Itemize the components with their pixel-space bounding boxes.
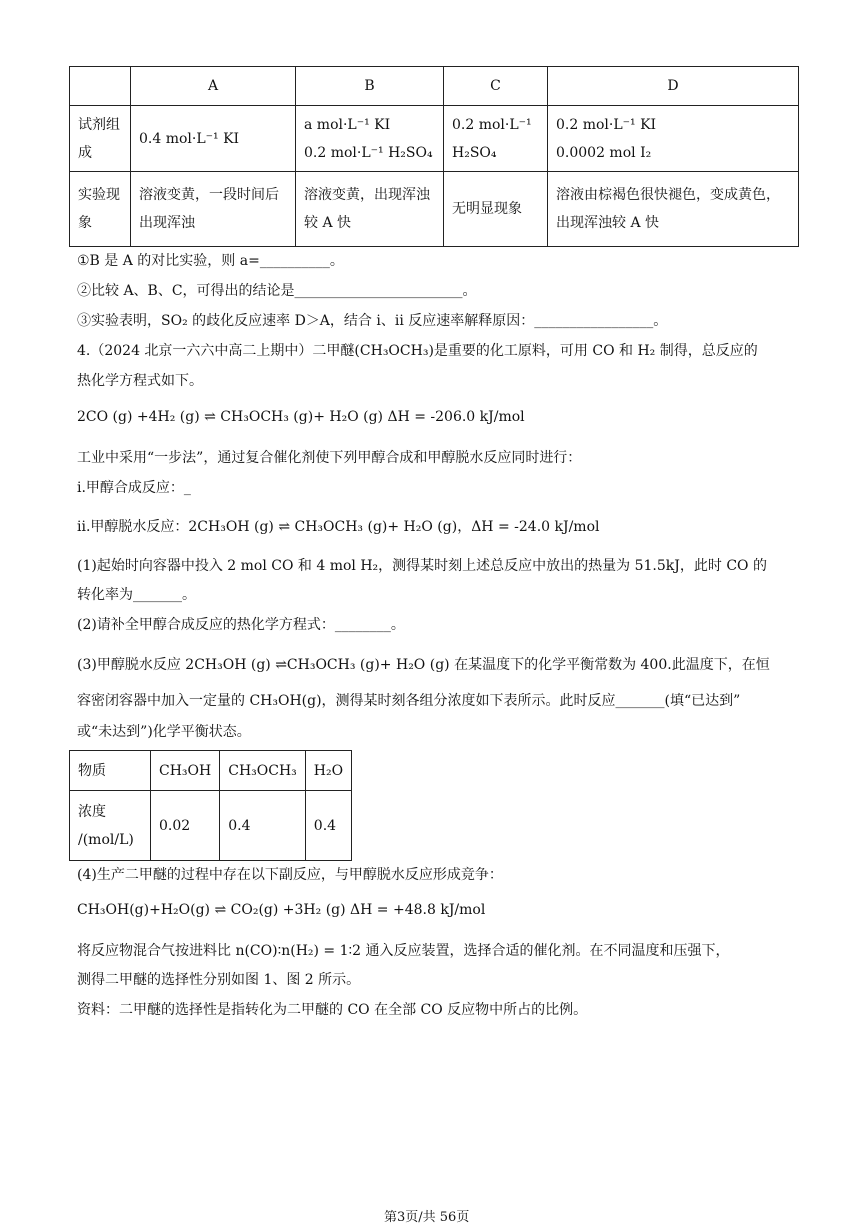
t2-value-ch3oh: 0.02 — [151, 791, 220, 861]
cell-d-reagent — [548, 106, 799, 172]
question-2: ②比较 A、B、C，可得出的结论是________________________。 — [77, 283, 477, 299]
cell-b-reagent-2: 0.2 mol·L⁻¹ H₂SO₄ — [304, 144, 433, 161]
experiment-table — [69, 66, 799, 247]
cell-c-reagent-2: H₂SO₄ — [452, 144, 497, 161]
t2-row-label-1: 浓度 — [78, 803, 106, 820]
subquestion-2: (2)请补全甲醇合成反应的热化学方程式：________。 — [77, 617, 405, 633]
t2-header-ch3och3: CH₃OCH₃ — [220, 751, 306, 791]
feed-ratio-line-1: 将反应物混合气按进料比 n(CO)∶n(H₂) = 1∶2 通入反应装置，选择合适的催化剂。在不同温度和压强下， — [77, 943, 730, 959]
t2-header-substance: 物质 — [70, 751, 151, 791]
cell-b-reagent — [296, 106, 444, 172]
subquestion-4: (4)生产二甲醚的过程中存在以下副反应，与甲醇脱水反应形成竞争： — [77, 867, 503, 883]
page-footer: 第3页/共 56页 — [384, 1210, 470, 1225]
reaction-ii: ii.甲醇脱水反应：2CH₃OH (g) ⇌ CH₃OCH₃ (g)+ H₂O (g)，ΔH = -24.0 kJ/mol — [77, 519, 600, 535]
cell-a-reagent: 0.4 mol·L⁻¹ KI — [131, 106, 296, 172]
concentration-table — [69, 750, 352, 861]
cell-d-reagent-2: 0.0002 mol I₂ — [556, 144, 652, 161]
question-1: ①B 是 A 的对比实验，则 a=__________。 — [77, 253, 344, 269]
subquestion-3-line-2: 容密闭容器中加入一定量的 CH₃OH(g)，测得某时刻各组分浓度如下表所示。此时反应_______(填“已达到” — [77, 693, 741, 709]
t2-header-ch3oh: CH₃OH — [151, 751, 220, 791]
cell-b-phenomenon: 溶液变黄，出现浑浊较 A 快 — [296, 172, 444, 247]
feed-ratio-line-2: 测得二甲醚的选择性分别如图 1、图 2 所示。 — [77, 972, 361, 988]
subquestion-3-line-3: 或“未达到”)化学平衡状态。 — [77, 724, 251, 740]
equation-1: 2CO (g) +4H₂ (g) ⇌ CH₃OCH₃ (g)+ H₂O (g) ΔH = -206.0 kJ/mol — [77, 409, 525, 425]
cell-d-phenomenon: 溶液由棕褐色很快褪色，变成黄色，出现浑浊较 A 快 — [548, 172, 799, 247]
reaction-i: i.甲醇合成反应：_ — [77, 480, 191, 496]
t2-row-label — [70, 791, 151, 861]
problem-4-line-1: 4.（2024 北京一六六中高二上期中）二甲醚(CH₃OCH₃)是重要的化工原料，可用 CO 和 H₂ 制得，总反应的 — [77, 343, 758, 359]
cell-b-reagent-1: a mol·L⁻¹ KI — [304, 116, 391, 133]
header-blank — [70, 67, 131, 106]
row-label-phenomena: 实验现象 — [70, 172, 131, 247]
problem-4-line-2: 热化学方程式如下。 — [77, 373, 203, 389]
reference-note: 资料：二甲醚的选择性是指转化为二甲醚的 CO 在全部 CO 反应物中所占的比例。 — [77, 1002, 588, 1018]
subquestion-1-line-2: 转化率为_______。 — [77, 587, 196, 603]
t2-value-ch3och3: 0.4 — [220, 791, 306, 861]
industry-intro: 工业中采用“一步法”，通过复合催化剂使下列甲醇合成和甲醇脱水反应同时进行： — [77, 450, 582, 466]
cell-c-reagent — [444, 106, 548, 172]
question-3: ③实验表明，SO₂ 的歧化反应速率 D＞A，结合 i、ii 反应速率解释原因：_________________。 — [77, 313, 668, 329]
equation-2: CH₃OH(g)+H₂O(g) ⇌ CO₂(g) +3H₂ (g) ΔH = +48.8 kJ/mol — [77, 902, 486, 918]
cell-c-reagent-1: 0.2 mol·L⁻¹ — [452, 116, 532, 133]
cell-a-phenomenon: 溶液变黄，一段时间后出现浑浊 — [131, 172, 296, 247]
subquestion-1-line-1: (1)起始时向容器中投入 2 mol CO 和 4 mol H₂，测得某时刻上述总反应中放出的热量为 51.5kJ，此时 CO 的 — [77, 558, 767, 574]
cell-c-phenomenon: 无明显现象 — [444, 172, 548, 247]
subquestion-3-line-1: (3)甲醇脱水反应 2CH₃OH (g) ⇌CH₃OCH₃ (g)+ H₂O (g) 在某温度下的化学平衡常数为 400.此温度下，在恒 — [77, 657, 770, 673]
cell-d-reagent-1: 0.2 mol·L⁻¹ KI — [556, 116, 657, 133]
header-c: C — [444, 67, 548, 106]
header-b: B — [296, 67, 444, 106]
t2-value-h2o: 0.4 — [305, 791, 351, 861]
row-label-reagents: 试剂组成 — [70, 106, 131, 172]
header-a: A — [131, 67, 296, 106]
t2-row-label-2: /(mol/L) — [78, 831, 134, 848]
header-d: D — [548, 67, 799, 106]
t2-header-h2o: H₂O — [305, 751, 351, 791]
